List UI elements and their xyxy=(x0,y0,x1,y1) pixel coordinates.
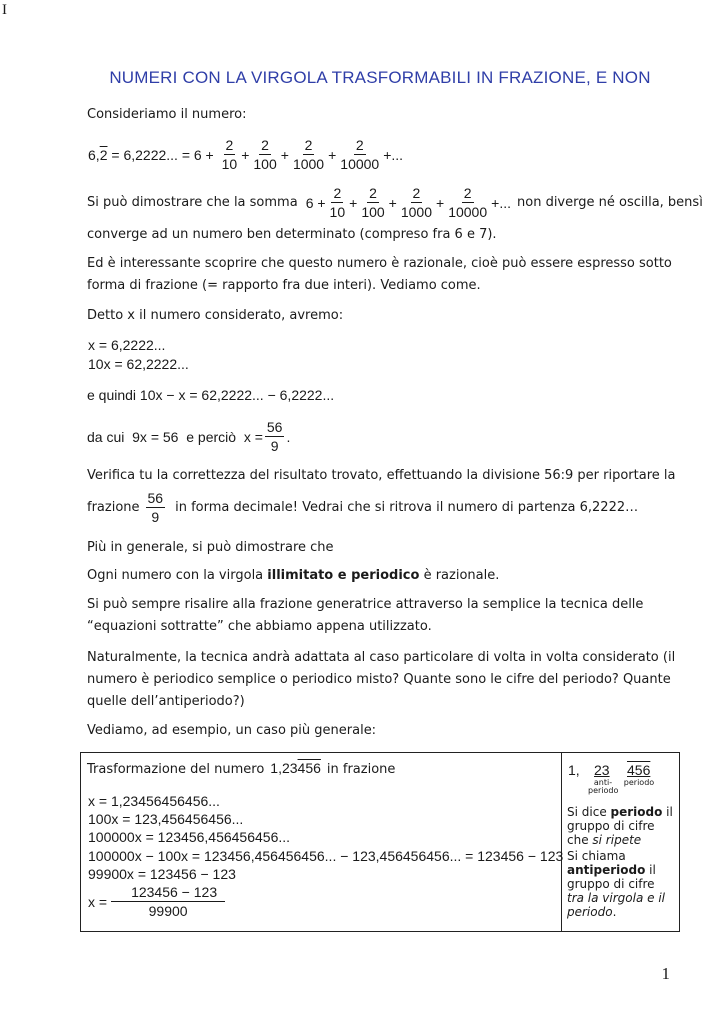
sum-after: non diverge né oscilla, bensì xyxy=(517,195,703,210)
verifica-before: frazione xyxy=(87,500,140,515)
side-period-label: periodo xyxy=(623,778,655,787)
intro-text: Consideriamo il numero: xyxy=(87,107,247,122)
box-line: x = 1,23456456456... xyxy=(88,793,220,809)
sum-before: Si può dimostrare che la somma xyxy=(87,195,298,210)
eq1-fraction: $\frac{2}{10000}$ xyxy=(340,137,380,172)
sum-plus: + xyxy=(436,194,445,211)
box-line: 100x = 123,456456456... xyxy=(88,811,244,827)
eq1-lhs-int: 6, xyxy=(88,146,100,163)
dacui-after: . xyxy=(286,428,291,445)
side-anti-label: anti- periodo xyxy=(588,778,619,795)
risalire-line2: “equazioni sottratte” che abbiamo appena utilizzato. xyxy=(87,619,432,634)
box-final-fraction: $\frac{123456 - 123}{99900}$ xyxy=(111,884,225,919)
box-heading: Trasformazione del numero 1,23456 in frazione xyxy=(87,760,396,777)
theorem-bold: illimitato e periodico xyxy=(267,568,420,583)
sum-plus: + xyxy=(349,194,358,211)
sum-series xyxy=(306,185,511,220)
side-def-antiperiod: Si chiama antiperiodo il gruppo di cifre tra la virgola e il periodo. xyxy=(567,849,666,919)
sum-fraction: $\frac{2}{10}$ xyxy=(329,185,346,220)
page-title: NUMERI CON LA VIRGOLA TRASFORMABILI IN FRAZIONE, E NON xyxy=(109,68,651,87)
box-line: 100000x = 123456,456456456... xyxy=(88,829,291,845)
generale-text: Più in generale, si può dimostrare che xyxy=(87,540,334,555)
box-heading-number: 1,23456 xyxy=(270,760,321,776)
detto-text: Detto x il numero considerato, avremo: xyxy=(87,308,344,323)
naturalmente-line3: quelle dell’antiperiodo?) xyxy=(87,694,245,709)
sum-fraction: $\frac{2}{1000}$ xyxy=(400,185,433,220)
verifica-fraction: $\frac{56}{9}$ xyxy=(147,490,164,525)
eq1-lhs-period: 2 xyxy=(99,146,108,163)
verifica-after: in forma decimale! Vedrai che si ritrova il numero di partenza 6,2222… xyxy=(175,500,639,515)
page-number: 1 xyxy=(661,964,670,983)
eq1-equals: = 6,2222... = 6 + xyxy=(107,146,218,163)
eq1-fraction: $\frac{2}{10}$ xyxy=(221,137,238,172)
sum-plus: + xyxy=(388,194,397,211)
sum-sentence xyxy=(87,185,703,220)
eq1-plus: + xyxy=(328,146,337,163)
sum-line2: converge ad un numero ben determinato (compreso fra 6 e 7). xyxy=(87,227,497,242)
eq1-fraction: $\frac{2}{1000}$ xyxy=(292,137,325,172)
dacui-fraction: $\frac{56}{9}$ xyxy=(266,419,283,454)
side-antiperiod: 23 xyxy=(594,762,610,778)
vediamo-text: Vediamo, ad esempio, un caso più generale: xyxy=(87,723,377,738)
side-int: 1, xyxy=(568,762,580,778)
box-line: 100000x − 100x = 123456,456456456... − 123,456456456... = 123456 − 123 xyxy=(88,848,564,864)
dacui-before: da cui 9x = 56 e perciò x = xyxy=(87,428,263,445)
side-period: 456 xyxy=(627,762,651,778)
sum-fraction: $\frac{2}{10000}$ xyxy=(448,185,488,220)
eq1-plus: + xyxy=(241,146,250,163)
verifica-line1: Verifica tu la correttezza del risultato trovato, effettuando la divisione 56:9 per riportare la xyxy=(87,468,676,483)
rational-line1: Ed è interessante scoprire che questo numero è razionale, cioè può essere espresso sotto xyxy=(87,256,672,271)
theorem-text: Ogni numero con la virgola illimitato e periodico è razionale. xyxy=(87,568,500,583)
equation-x: x = 6,2222... xyxy=(88,337,166,353)
verifica-line2 xyxy=(87,490,638,525)
eq1-plus: + xyxy=(280,146,289,163)
equation-repeating-six xyxy=(88,137,403,172)
rational-line2: forma di frazione (= rapporto fra due interi). Vediamo come. xyxy=(87,278,481,293)
eq1-tail: +... xyxy=(383,146,404,163)
naturalmente-line2: numero è periodico semplice o periodico misto? Quante sono le cifre del periodo? Quante xyxy=(87,672,671,687)
risalire-line1: Si può sempre risalire alla frazione generatrice attraverso la semplice la tecnica delle xyxy=(87,597,644,612)
sum-fraction: $\frac{2}{100}$ xyxy=(361,185,385,220)
naturalmente-line1: Naturalmente, la tecnica andrà adattata al caso particolare di volta in volta considerato (il xyxy=(87,650,676,665)
side-def-period: Si dice periodo il gruppo di cifre che si ripete xyxy=(567,805,673,847)
sum-tail: +... xyxy=(491,194,511,211)
box-final-equation: x = $\frac{123456 - 123}{99900}$ xyxy=(88,884,227,919)
box-divider xyxy=(561,752,562,931)
sum-lead: 6 + xyxy=(305,194,326,211)
equation-quindi: e quindi 10x − x = 62,2222... − 6,2222... xyxy=(87,387,335,403)
eq1-fraction: $\frac{2}{100}$ xyxy=(253,137,277,172)
equation-10x: 10x = 62,2222... xyxy=(88,356,189,372)
equation-dacui xyxy=(87,419,290,454)
box-line: 99900x = 123456 − 123 xyxy=(88,866,236,882)
corner-mark: I xyxy=(2,2,7,18)
